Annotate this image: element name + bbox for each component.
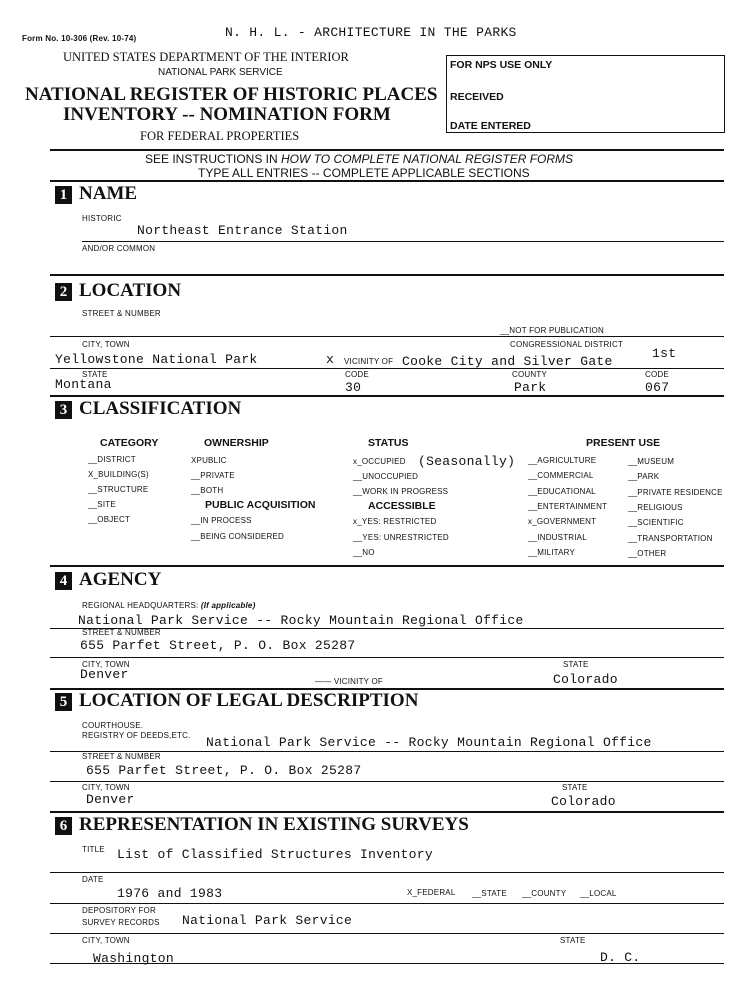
city-value: Denver xyxy=(80,667,129,682)
city-value: Washington xyxy=(93,951,175,966)
courthouse-label: COURTHOUSE. xyxy=(82,721,144,730)
state-label: STATE xyxy=(563,660,589,669)
divider xyxy=(50,395,724,397)
regional-hq-value: National Park Service -- Rocky Mountain Regional Office xyxy=(78,613,524,628)
form-title-1: NATIONAL REGISTER OF HISTORIC PLACES xyxy=(25,84,438,105)
accessible-option: __NO xyxy=(353,548,375,557)
state-label: STATE xyxy=(560,936,586,945)
street-label: STREET & NUMBER xyxy=(82,309,161,318)
acquisition-option: __IN PROCESS xyxy=(191,516,252,525)
present-use-heading: PRESENT USE xyxy=(586,437,661,449)
section-title-surveys: REPRESENTATION IN EXISTING SURVEYS xyxy=(79,814,469,835)
section-title-agency: AGENCY xyxy=(79,569,162,590)
registry-label: REGISTRY OF DEEDS,ETC. xyxy=(82,731,191,740)
field-line xyxy=(50,781,724,782)
category-option: __STRUCTURE xyxy=(88,485,149,494)
state-value: Colorado xyxy=(553,672,618,687)
section-number: 4 xyxy=(55,572,72,590)
street-value: 655 Parfet Street, P. O. Box 25287 xyxy=(80,638,356,653)
section-number: 1 xyxy=(55,186,72,204)
city-label: CITY, TOWN xyxy=(82,340,130,349)
present-use-option: __SCIENTIFIC xyxy=(628,518,684,527)
section-number: 2 xyxy=(55,283,72,301)
present-use-option: __COMMERCIAL xyxy=(528,471,594,480)
status-option: x_OCCUPIED xyxy=(353,457,406,466)
present-use-option: __MILITARY xyxy=(528,548,576,557)
present-use-option: __ENTERTAINMENT xyxy=(528,502,608,511)
ownership-heading: OWNERSHIP xyxy=(204,437,269,449)
historic-label: HISTORIC xyxy=(82,214,122,223)
present-use-option: __PARK xyxy=(628,472,660,481)
field-line xyxy=(50,872,724,873)
vicinity-value: Cooke City and Silver Gate xyxy=(402,354,613,369)
acquisition-option: __BEING CONSIDERED xyxy=(191,532,284,541)
section-number: 6 xyxy=(55,817,72,835)
category-option: __DISTRICT xyxy=(88,455,136,464)
registry-value: National Park Service -- Rocky Mountain Regional Office xyxy=(206,735,652,750)
state-option: __STATE xyxy=(472,889,507,898)
title-label: TITLE xyxy=(82,845,105,854)
state-value: Colorado xyxy=(551,794,616,809)
section-title-legal: LOCATION OF LEGAL DESCRIPTION xyxy=(79,690,419,711)
regional-hq-label: REGIONAL HEADQUARTERS: (If applicable) xyxy=(82,601,256,610)
field-line xyxy=(50,336,724,337)
present-use-option: x_GOVERNMENT xyxy=(528,517,597,526)
category-option: X_BUILDING(S) xyxy=(88,470,149,479)
common-label: AND/OR COMMON xyxy=(82,244,156,253)
street-value: 655 Parfet Street, P. O. Box 25287 xyxy=(86,763,362,778)
date-label: DATE xyxy=(82,875,104,884)
state-value: Montana xyxy=(55,377,112,392)
accessible-option: x_YES: RESTRICTED xyxy=(353,517,437,526)
street-label: STREET & NUMBER xyxy=(82,752,161,761)
state-label: STATE xyxy=(562,783,588,792)
code-label: CODE xyxy=(345,370,369,379)
present-use-option: __TRANSPORTATION xyxy=(628,534,713,543)
city-label: CITY, TOWN xyxy=(82,660,130,669)
form-title-2: INVENTORY -- NOMINATION FORM xyxy=(63,104,391,125)
divider xyxy=(50,565,724,567)
status-option: __UNOCCUPIED xyxy=(353,472,419,481)
county-label: COUNTY xyxy=(512,370,547,379)
present-use-option: __MUSEUM xyxy=(628,457,675,466)
divider xyxy=(50,811,724,813)
present-use-option: __INDUSTRIAL xyxy=(528,533,587,542)
historic-name: Northeast Entrance Station xyxy=(137,223,348,238)
status-option: __WORK IN PROGRESS xyxy=(353,487,449,496)
section-title-location: LOCATION xyxy=(79,280,182,301)
depository-label-2: SURVEY RECORDS xyxy=(82,918,160,927)
nhl-title: N. H. L. - ARCHITECTURE IN THE PARKS xyxy=(225,25,517,40)
street-label: STREET & NUMBER xyxy=(82,628,161,637)
divider xyxy=(50,180,724,182)
category-option: __SITE xyxy=(88,500,116,509)
instructions-1: SEE INSTRUCTIONS IN HOW TO COMPLETE NATIONAL REGISTER FORMS xyxy=(145,152,574,166)
field-line xyxy=(50,903,724,904)
federal-option: X_FEDERAL xyxy=(407,888,456,897)
department: UNITED STATES DEPARTMENT OF THE INTERIOR xyxy=(63,50,349,64)
category-option: __OBJECT xyxy=(88,515,131,524)
section-title-name: NAME xyxy=(79,183,138,204)
divider xyxy=(50,149,724,151)
divider xyxy=(50,274,724,276)
ownership-option: __PRIVATE xyxy=(191,471,235,480)
section-title-classification: CLASSIFICATION xyxy=(79,398,242,419)
present-use-option: __AGRICULTURE xyxy=(528,456,597,465)
received-label: RECEIVED xyxy=(450,91,504,103)
local-option: __LOCAL xyxy=(580,889,617,898)
status-heading: STATUS xyxy=(368,437,409,449)
survey-title: List of Classified Structures Inventory xyxy=(117,847,433,862)
county-value: Park xyxy=(514,380,547,395)
present-use-option: __PRIVATE RESIDENCE xyxy=(628,488,723,497)
vicinity-mark: x xyxy=(326,352,335,367)
section-number: 3 xyxy=(55,401,72,419)
city-label: CITY, TOWN xyxy=(82,783,130,792)
congressional-value: 1st xyxy=(652,346,677,361)
county-option: __COUNTY xyxy=(522,889,567,898)
field-line xyxy=(50,963,724,964)
present-use-option: __EDUCATIONAL xyxy=(528,487,596,496)
field-line xyxy=(50,657,724,658)
state-value: D. C. xyxy=(600,950,641,965)
code2-value: 067 xyxy=(645,380,670,395)
section-number: 5 xyxy=(55,693,72,711)
accessible-heading: ACCESSIBLE xyxy=(368,500,436,512)
date-value: 1976 and 1983 xyxy=(117,886,223,901)
city-value: Yellowstone National Park xyxy=(55,352,258,367)
nps-use-title: FOR NPS USE ONLY xyxy=(450,59,553,71)
federal-properties: FOR FEDERAL PROPERTIES xyxy=(140,129,300,143)
city-value: Denver xyxy=(86,792,135,807)
present-use-option: __RELIGIOUS xyxy=(628,503,683,512)
field-line xyxy=(50,933,724,934)
code2-label: CODE xyxy=(645,370,669,379)
ownership-option: XPUBLIC xyxy=(191,456,227,465)
depository-label-1: DEPOSITORY FOR xyxy=(82,906,156,915)
vicinity-label: VICINITY OF xyxy=(344,357,394,366)
public-acquisition-heading: PUBLIC ACQUISITION xyxy=(205,499,316,511)
not-for-publication: __NOT FOR PUBLICATION xyxy=(500,326,604,335)
seasonally-note: (Seasonally) xyxy=(418,454,516,469)
vicinity-label: —— VICINITY OF xyxy=(315,677,383,686)
depository-value: National Park Service xyxy=(182,913,353,928)
state-label: STATE xyxy=(82,370,108,379)
present-use-option: __OTHER xyxy=(628,549,667,558)
form-number: Form No. 10-306 (Rev. 10-74) xyxy=(22,34,137,43)
category-heading: CATEGORY xyxy=(100,437,159,449)
code-value: 30 xyxy=(345,380,362,395)
congressional-label: CONGRESSIONAL DISTRICT xyxy=(510,340,624,349)
agency-service: NATIONAL PARK SERVICE xyxy=(158,67,283,78)
field-line xyxy=(82,241,724,242)
nps-use-box xyxy=(446,55,725,133)
date-entered-label: DATE ENTERED xyxy=(450,120,531,132)
city-label: CITY, TOWN xyxy=(82,936,130,945)
ownership-option: __BOTH xyxy=(191,486,224,495)
instructions-2: TYPE ALL ENTRIES -- COMPLETE APPLICABLE SECTIONS xyxy=(198,166,530,180)
accessible-option: __YES: UNRESTRICTED xyxy=(353,533,449,542)
field-line xyxy=(50,368,724,369)
